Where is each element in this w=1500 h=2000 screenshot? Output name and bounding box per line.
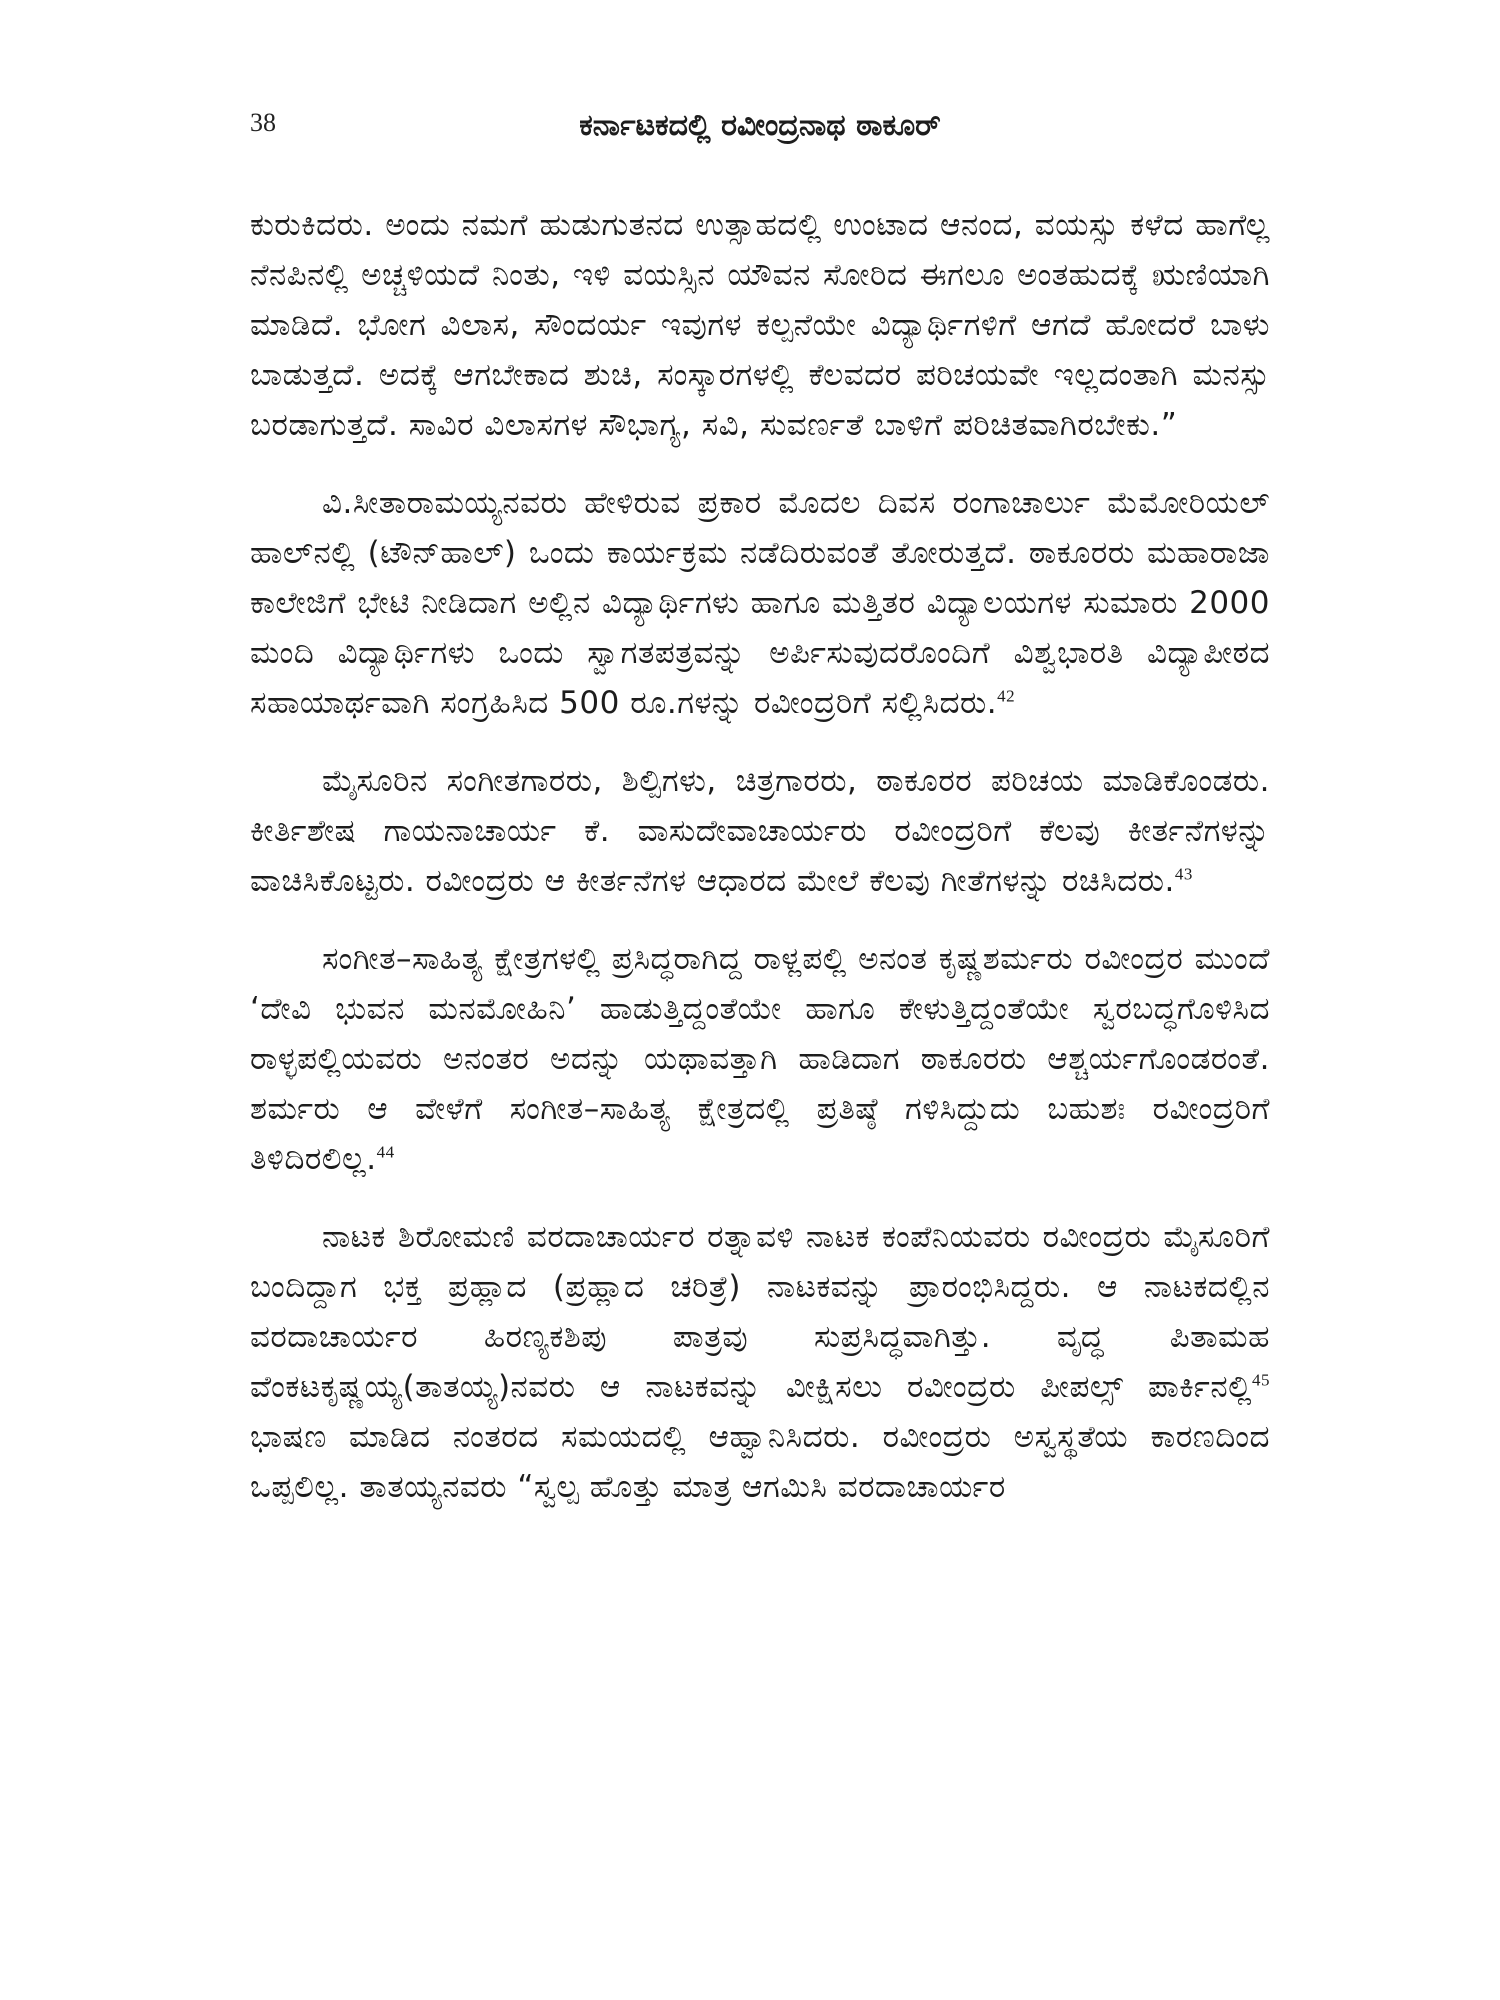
footnote-ref-44: 44 [376,1142,395,1162]
paragraph-1 [250,200,1270,450]
paragraph-4 [250,934,1270,1184]
paragraph-3 [250,756,1270,906]
paragraph-2-text: ವಿ.ಸೀತಾರಾಮಯ್ಯನವರು ಹೇಳಿರುವ ಪ್ರಕಾರ ಮೊದಲ ದಿವಸ ರಂಗಾಚಾರ್ಲು ಮೆಮೋರಿಯಲ್ ಹಾಲ್‌ನಲ್ಲಿ (ಟೌನ್‌ಹಾಲ್) ಒಂದು ಕಾರ್ಯಕ್ರಮ ನಡೆದಿರುವಂತೆ ತೋರುತ್ತದೆ. ಠಾಕೂರರು ಮಹಾರಾಜಾ ಕಾಲೇಜಿಗೆ ಭೇಟಿ ನೀಡಿದಾಗ ಅಲ್ಲಿನ ವಿದ್ಯಾರ್ಥಿಗಳು ಹಾಗೂ ಮತ್ತಿತರ ವಿದ್ಯಾಲಯಗಳ ಸುಮಾರು 2000 ಮಂದಿ ವಿದ್ಯಾರ್ಥಿಗಳು ಒಂದು ಸ್ವಾಗತಪತ್ರವನ್ನು ಅರ್ಪಿಸುವುದರೊಂದಿಗೆ ವಿಶ್ವಭಾರತಿ ವಿದ್ಯಾಪೀಠದ ಸಹಾಯಾರ್ಥವಾಗಿ ಸಂಗ್ರಹಿಸಿದ 500 ರೂ.ಗಳನ್ನು ರವೀಂದ್ರರಿಗೆ ಸಲ್ಲಿಸಿದರು. [250,485,1270,721]
running-title: ಕರ್ನಾಟಕದಲ್ಲಿ ರವೀಂದ್ರನಾಥ ಠಾಕೂರ್ [579,108,941,143]
paragraph-4-text: ಸಂಗೀತ–ಸಾಹಿತ್ಯ ಕ್ಷೇತ್ರಗಳಲ್ಲಿ ಪ್ರಸಿದ್ಧರಾಗಿದ್ದ ರಾಳ್ಲಪಲ್ಲಿ ಅನಂತ ಕೃಷ್ಣಶರ್ಮರು ರವೀಂದ್ರರ ಮುಂದೆ ‘ದೇವಿ ಭುವನ ಮನಮೋಹಿನಿ’ ಹಾಡುತ್ತಿದ್ದಂತೆಯೇ ಹಾಗೂ ಕೇಳುತ್ತಿದ್ದಂತೆಯೇ ಸ್ವರಬದ್ಧಗೊಳಿಸಿದ ರಾಳ್ಳಪಲ್ಲಿಯವರು ಅನಂತರ ಅದನ್ನು ಯಥಾವತ್ತಾಗಿ ಹಾಡಿದಾಗ ಠಾಕೂರರು ಆಶ್ಚರ್ಯಗೊಂಡರಂತೆ. ಶರ್ಮರು ಆ ವೇಳೆಗೆ ಸಂಗೀತ–ಸಾಹಿತ್ಯ ಕ್ಷೇತ್ರದಲ್ಲಿ ಪ್ರತಿಷ್ಠೆ ಗಳಿಸಿದ್ದುದು ಬಹುಶಃ ರವೀಂದ್ರರಿಗೆ ತಿಳಿದಿರಲಿಲ್ಲ. [250,941,1270,1177]
page-number: 38 [250,108,276,137]
body-text [250,200,1270,1540]
paragraph-3-text: ಮೈಸೂರಿನ ಸಂಗೀತಗಾರರು, ಶಿಲ್ಪಿಗಳು, ಚಿತ್ರಗಾರರು, ಠಾಕೂರರ ಪರಿಚಯ ಮಾಡಿಕೊಂಡರು. ಕೀರ್ತಿಶೇಷ ಗಾಯನಾಚಾರ್ಯ ಕೆ. ವಾಸುದೇವಾಚಾರ್ಯರು ರವೀಂದ್ರರಿಗೆ ಕೆಲವು ಕೀರ್ತನೆಗಳನ್ನು ವಾಚಿಸಿಕೊಟ್ಟರು. ರವೀಂದ್ರರು ಆ ಕೀರ್ತನೆಗಳ ಆಧಾರದ ಮೇಲೆ ಕೆಲವು ಗೀತೆಗಳನ್ನು ರಚಿಸಿದರು. [250,763,1270,899]
footnote-ref-42: 42 [997,686,1016,706]
paragraph-5-text-after: ಭಾಷಣ ಮಾಡಿದ ನಂತರದ ಸಮಯದಲ್ಲಿ ಆಹ್ವಾನಿಸಿದರು. ರವೀಂದ್ರರು ಅಸ್ವಸ್ಥತೆಯ ಕಾರಣದಿಂದ ಒಪ್ಪಲಿಲ್ಲ. ತಾತಯ್ಯನವರು “ಸ್ವಲ್ಪ ಹೊತ್ತು ಮಾತ್ರ ಆಗಮಿಸಿ ವರದಾಚಾರ್ಯರ [250,1419,1270,1505]
footnote-ref-43: 43 [1174,864,1193,884]
paragraph-2 [250,478,1270,728]
paragraph-1-text: ಕುರುಕಿದರು. ಅಂದು ನಮಗೆ ಹುಡುಗುತನದ ಉತ್ಸಾಹದಲ್ಲಿ ಉಂಟಾದ ಆನಂದ, ವಯಸ್ಸು ಕಳೆದ ಹಾಗೆಲ್ಲ ನೆನಪಿನಲ್ಲಿ ಅಚ್ಚಳಿಯದೆ ನಿಂತು, ಇಳಿ ವಯಸ್ಸಿನ ಯೌವನ ಸೋರಿದ ಈಗಲೂ ಅಂತಹುದಕ್ಕೆ ಋಣಿಯಾಗಿ ಮಾಡಿದೆ. ಭೋಗ ವಿಲಾಸ, ಸೌಂದರ್ಯ ಇವುಗಳ ಕಲ್ಪನೆಯೇ ವಿದ್ಯಾರ್ಥಿಗಳಿಗೆ ಆಗದೆ ಹೋದರೆ ಬಾಳು ಬಾಡುತ್ತದೆ. ಅದಕ್ಕೆ ಆಗಬೇಕಾದ ಶುಚಿ, ಸಂಸ್ಕಾರಗಳಲ್ಲಿ ಕೆಲವದರ ಪರಿಚಯವೇ ಇಲ್ಲದಂತಾಗಿ ಮನಸ್ಸು ಬರಡಾಗುತ್ತದೆ. ಸಾವಿರ ವಿಲಾಸಗಳ ಸೌಭಾಗ್ಯ, ಸವಿ, ಸುವರ್ಣತೆ ಬಾಳಿಗೆ ಪರಿಚಿತವಾಗಿರಬೇಕು.” [250,207,1270,443]
footnote-ref-45: 45 [1252,1370,1270,1390]
paragraph-5 [250,1212,1270,1512]
paragraph-5-text-before: ನಾಟಕ ಶಿರೋಮಣಿ ವರದಾಚಾರ್ಯರ ರತ್ನಾವಳಿ ನಾಟಕ ಕಂಪೆನಿಯವರು ರವೀಂದ್ರರು ಮೈಸೂರಿಗೆ ಬಂದಿದ್ದಾಗ ಭಕ್ತ ಪ್ರಹ್ಲಾದ (ಪ್ರಹ್ಲಾದ ಚರಿತ್ರೆ) ನಾಟಕವನ್ನು ಪ್ರಾರಂಭಿಸಿದ್ದರು. ಆ ನಾಟಕದಲ್ಲಿನ ವರದಾಚಾರ್ಯರ ಹಿರಣ್ಯಕಶಿಪು ಪಾತ್ರವು ಸುಪ್ರಸಿದ್ಧವಾಗಿತ್ತು. ವೃದ್ಧ ಪಿತಾಮಹ ವೆಂಕಟಕೃಷ್ಣಯ್ಯ(ತಾತಯ್ಯ)ನವರು ಆ ನಾಟಕವನ್ನು ವೀಕ್ಷಿಸಲು ರವೀಂದ್ರರು ಪೀಪಲ್ಸ್ ಪಾರ್ಕಿನಲ್ಲಿ [250,1219,1270,1405]
page-header [250,96,1270,156]
